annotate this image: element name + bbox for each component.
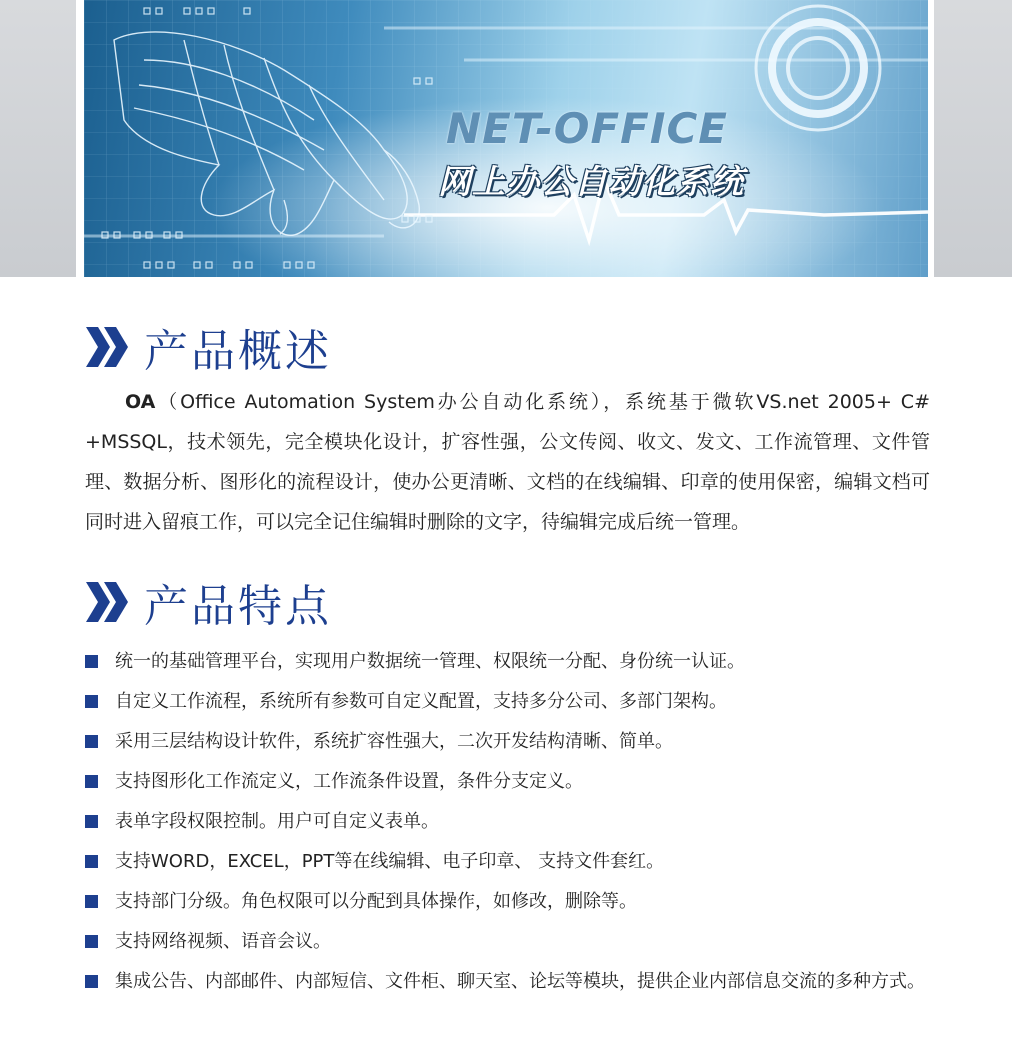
features-heading: 产品特点 [144,581,332,632]
chevron-double-right-icon [84,580,130,624]
left-margin-panel [0,0,76,277]
feature-text: 支持部门分级。角色权限可以分配到具体操作，如修改，删除等。 [115,891,637,912]
square-bullet-icon [85,815,98,828]
list-item [85,762,930,802]
list-item [85,842,930,882]
feature-text: 支持网络视频、语音会议。 [115,931,331,952]
features-heading-row [84,570,332,634]
feature-text: 表单字段权限控制。用户可自定义表单。 [115,811,439,832]
square-bullet-icon [85,775,98,788]
list-item [85,802,930,842]
list-item [85,922,930,962]
square-bullet-icon [85,695,98,708]
list-item [85,962,930,1002]
feature-text: 支持WORD，EXCEL，PPT等在线编辑、电子印章、 支持文件套红。 [115,851,665,872]
banner-title-cn: 网上办公自动化系统 [438,162,744,201]
list-item [85,722,930,762]
feature-text: 自定义工作流程，系统所有参数可自定义配置，支持多分公司、多部门架构。 [115,691,727,712]
list-item [85,682,930,722]
banner-title-en: NET-OFFICE [446,104,728,153]
hero-banner [84,0,928,277]
feature-text: 支持图形化工作流定义，工作流条件设置，条件分支定义。 [115,771,583,792]
list-item [85,882,930,922]
overview-body: （Office Automation System办公自动化系统），系统基于微软VS.net 2005+ C# +MSSQL，技术领先，完全模块化设计，扩容性强，公文传阅、收文、发文、工作流管理、文件管理、数据分析、图形化的流程设计，使办公更清晰、文档的在线编辑、印章的使用保密，编辑文档可同时进入留痕工作，可以完全记住编辑时删除的文字，待编辑完成后统一管理。 [85,391,930,533]
features-list [85,642,930,1002]
list-item [85,642,930,682]
overview-heading: 产品概述 [144,326,332,377]
chevron-double-right-icon [84,325,130,369]
feature-text: 集成公告、内部邮件、内部短信、文件柜、聊天室、论坛等模块，提供企业内部信息交流的多种方式。 [115,971,925,992]
right-margin-panel [934,0,1012,277]
square-bullet-icon [85,935,98,948]
square-bullet-icon [85,735,98,748]
square-bullet-icon [85,855,98,868]
overview-paragraph [85,382,930,542]
overview-lead: OA [125,391,156,413]
feature-text: 统一的基础管理平台，实现用户数据统一管理、权限统一分配、身份统一认证。 [115,651,745,672]
square-bullet-icon [85,895,98,908]
square-bullet-icon [85,975,98,988]
overview-heading-row [84,315,332,379]
square-bullet-icon [85,655,98,668]
feature-text: 采用三层结构设计软件，系统扩容性强大，二次开发结构清晰、简单。 [115,731,673,752]
